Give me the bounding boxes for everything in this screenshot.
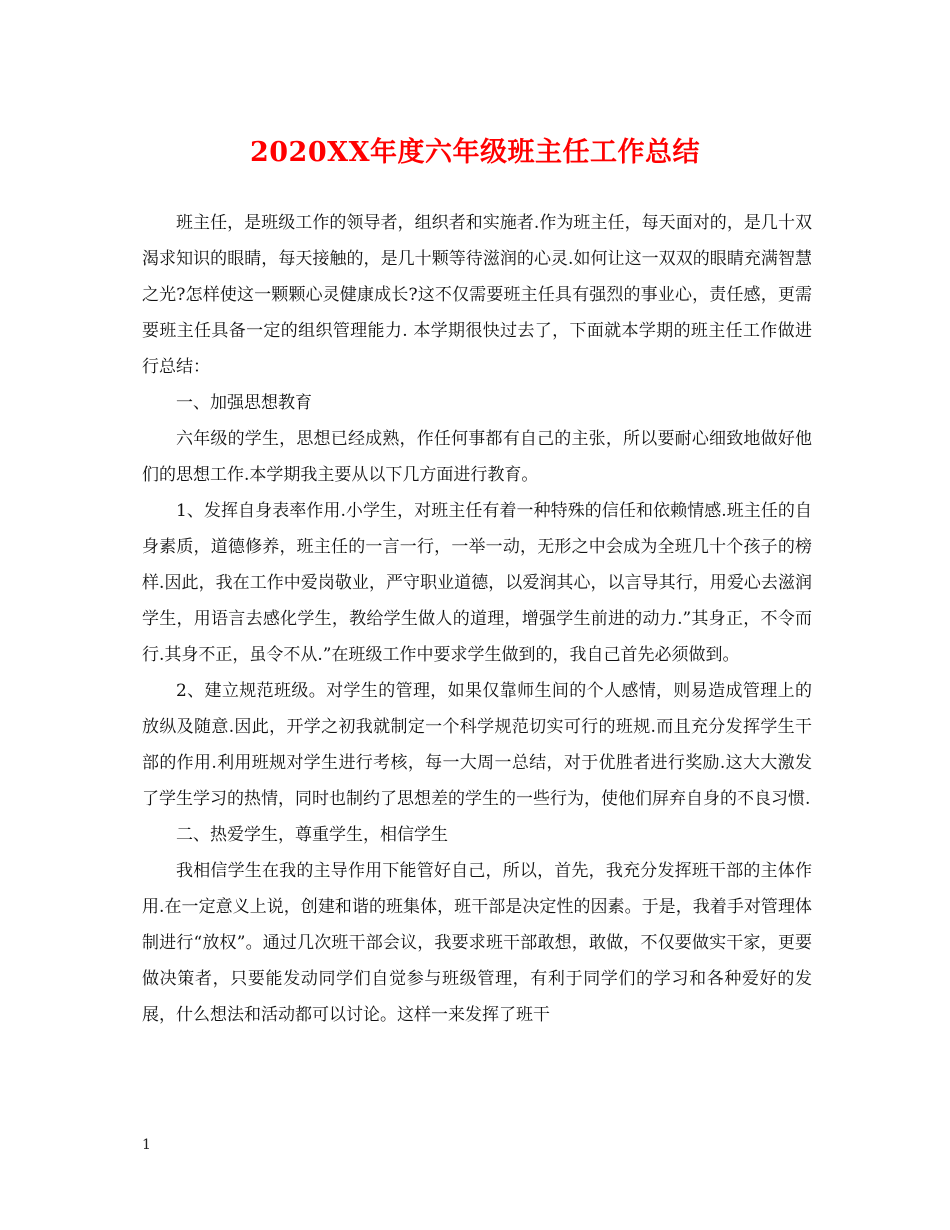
paragraph-item-2: 2、建立规范班级。对学生的管理，如果仅靠师生间的个人感情，则易造成管理上的放纵及随意.因此，开学之初我就制定一个科学规范切实可行的班规.而且充分发挥学生干部的作用.利用班规对学生进行考核，每一大周一总结，对于优胜者进行奖励.这大大激发了学生学习的热情，同时也制约了思想差的学生的一些行为，使他们屏弃自身的不良习惯. xyxy=(142,681,812,809)
paragraph-intro: 班主任，是班级工作的领导者，组织者和实施者.作为班主任，每天面对的，是几十双渴求知识的眼睛，每天接触的，是几十颗等待滋润的心灵.如何让这一双双的眼睛充满智慧之光?怎样使这一颗颗心灵健康成长?这不仅需要班主任具有强烈的事业心，责任感，更需要班主任具备一定的组织管理能力. 本学期很快过去了，下面就本学期的班主任工作做进行总结： xyxy=(142,213,812,377)
paragraph-section-1-intro: 六年级的学生，思想已经成熟，作任何事都有自己的主张，所以要耐心细致地做好他们的思想工作.本学期我主要从以下几方面进行教育。 xyxy=(142,429,812,485)
paragraph-item-1: 1、发挥自身表率作用.小学生，对班主任有着一种特殊的信任和依赖情感.班主任的自身素质，道德修养，班主任的一言一行，一举一动，无形之中会成为全班几十个孩子的榜样.因此，我在工作中爱岗敬业，严守职业道德，以爱润其心，以言导其行，用爱心去滋润学生，用语言去感化学生，教给学生做人的道理，增强学生前进的动力.”其身正，不令而行.其身不正，虽令不从.”在班级工作中要求学生做到的，我自己首先必须做到。 xyxy=(142,501,812,665)
document-title: 2020XX年度六年级班主任工作总结 xyxy=(249,137,701,168)
section-heading-1: 一、加强思想教育 xyxy=(176,393,312,413)
document-body xyxy=(142,205,812,1033)
page-number: 1 xyxy=(142,1137,151,1153)
section-heading-2: 二、热爱学生，尊重学生，相信学生 xyxy=(176,825,448,845)
paragraph-section-2: 我相信学生在我的主导作用下能管好自己，所以，首先，我充分发挥班干部的主体作用.在一定意义上说，创建和谐的班集体，班干部是决定性的因素。于是，我着手对管理体制进行“放权”。通过几次班干部会议，我要求班干部敢想，敢做，不仅要做实干家，更要做决策者，只要能发动同学们自觉参与班级管理，有利于同学们的学习和各种爱好的发展，什么想法和活动都可以讨论。这样一来发挥了班干 xyxy=(142,861,812,1025)
